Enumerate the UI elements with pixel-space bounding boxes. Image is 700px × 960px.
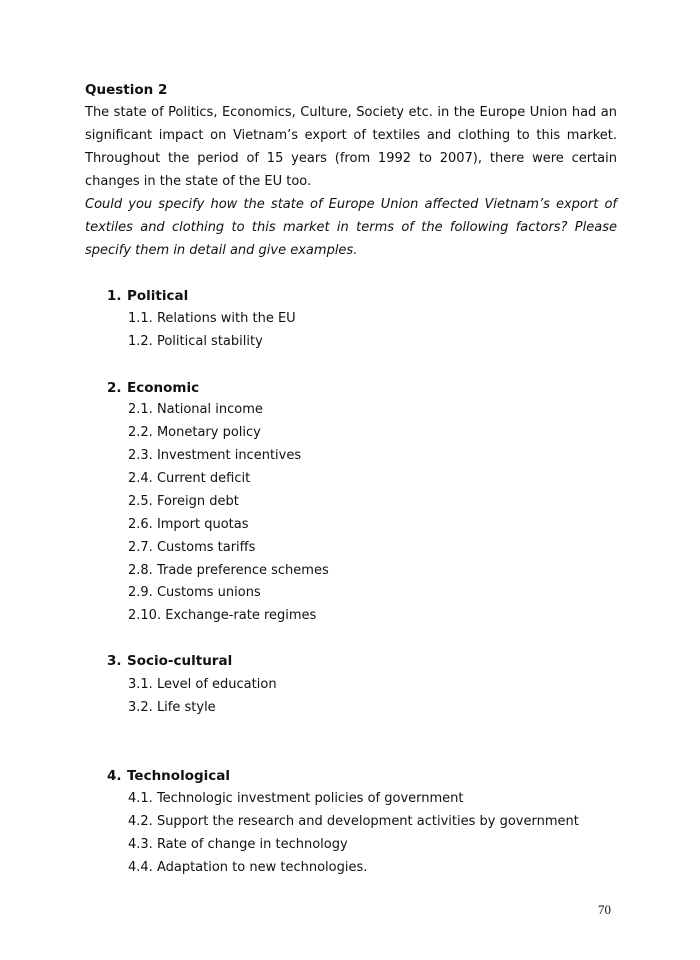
list-item: 4.2. Support the research and development activities by government <box>128 814 579 829</box>
question-title: Question 2 <box>85 82 168 98</box>
list-item: 3.1. Level of education <box>128 677 277 692</box>
section-heading-technological <box>107 767 230 785</box>
section-number: 1. <box>107 288 122 304</box>
question-intro: The state of Politics, Economics, Culture, Society etc. in the Europe Union had an significant impact on Vietnam’s export of textiles and clothing to this market. Throughout the period of 15 years (from 1992 to 2007), there were certain changes in the state of the EU too. <box>85 105 617 189</box>
list-item: 1.2. Political stability <box>128 334 263 349</box>
list-item: 4.4. Adaptation to new technologies. <box>128 860 368 875</box>
list-item: 2.7. Customs tariffs <box>128 540 256 555</box>
section-heading-economic <box>107 379 199 397</box>
section-number: 3. <box>107 653 122 669</box>
list-item: 2.5. Foreign debt <box>128 494 239 509</box>
section-number: 2. <box>107 380 122 396</box>
page-number: 70 <box>598 902 611 917</box>
list-item: 2.3. Investment incentives <box>128 448 302 463</box>
list-item: 3.2. Life style <box>128 700 216 715</box>
list-item: 2.8. Trade preference schemes <box>128 563 329 578</box>
list-item: 1.1. Relations with the EU <box>128 311 296 326</box>
section-heading-socio-cultural <box>107 652 232 670</box>
list-item: 2.10. Exchange-rate regimes <box>128 608 317 623</box>
section-heading-political <box>107 287 188 305</box>
section-number: 4. <box>107 768 122 784</box>
list-item: 2.4. Current deficit <box>128 471 251 486</box>
section-title: Technological <box>127 768 231 784</box>
section-title: Socio-cultural <box>127 653 233 669</box>
list-item: 2.2. Monetary policy <box>128 425 261 440</box>
list-item: 4.1. Technologic investment policies of government <box>128 791 464 806</box>
question-prompt: Could you specify how the state of Europe Union affected Vietnam’s export of textiles and clothing to this market in terms of the following factors? Please specify them in detail and give examples. <box>85 197 617 258</box>
list-item: 2.9. Customs unions <box>128 585 261 600</box>
list-item: 2.1. National income <box>128 402 263 417</box>
list-item: 2.6. Import quotas <box>128 517 249 532</box>
section-title: Political <box>127 288 189 304</box>
section-title: Economic <box>127 380 200 396</box>
list-item: 4.3. Rate of change in technology <box>128 837 348 852</box>
